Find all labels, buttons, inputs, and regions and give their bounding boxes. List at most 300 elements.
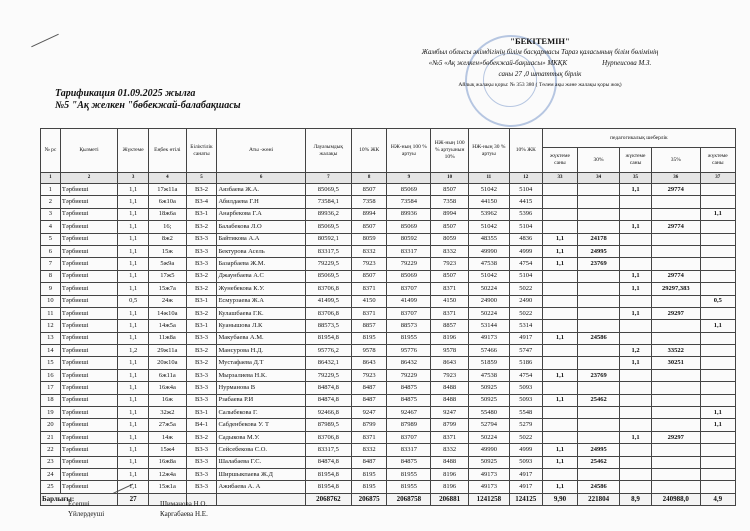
cell-bonus-10pct-b: 5022: [509, 431, 542, 443]
column-number: 12: [509, 173, 542, 184]
cell-experience: 14ж5а: [149, 320, 187, 332]
cell-pct35: 29297,383: [652, 283, 701, 295]
cell-nzh100: 84875: [387, 456, 431, 468]
cell-load-count-3: [700, 444, 735, 456]
cell-full-name: Базарбаева Ж.М.: [217, 258, 305, 270]
cell-bonus-10pct: 8487: [352, 456, 387, 468]
tariff-table: [40, 128, 736, 506]
cell-full-name: Байтикова А.А: [217, 233, 305, 245]
cell-base-salary: 86432,1: [305, 357, 351, 369]
cell-bonus-10pct-b: 5093: [509, 456, 542, 468]
cell-bonus-10pct-b: 4917: [509, 468, 542, 480]
cell-load-count: 1,1: [542, 481, 577, 493]
cell-load-count-3: [700, 258, 735, 270]
cell-full-name: Кулашбаева Г.К.: [217, 307, 305, 319]
table-row: [41, 233, 736, 245]
cell-h30: 51042: [468, 270, 509, 282]
cell-h30: 51042: [468, 184, 509, 196]
cell-load: 1,1: [118, 431, 149, 443]
cell-bonus-10pct: 9578: [352, 345, 387, 357]
cell-base-salary: 80592,1: [305, 233, 351, 245]
cell-bonus-10pct-b: 5186: [509, 357, 542, 369]
institution-line: «№5 «Ақ желкен»бөбекжай-бақшасы» МКҚК Нурпеисова М.З.: [428, 59, 652, 67]
cell-category: В3-1: [186, 407, 217, 419]
cell-base-salary: 88573,5: [305, 320, 351, 332]
cell-load-count-2: [620, 394, 652, 406]
cell-bonus-10pct: 8487: [352, 382, 387, 394]
cell-nzh100: 41499: [387, 295, 431, 307]
cell-position: Тәрбиеші: [60, 208, 117, 220]
cell-h30: 51042: [468, 221, 509, 233]
cell-base-salary: 83317,5: [305, 245, 351, 257]
cell-load-count-2: 1,2: [620, 345, 652, 357]
cell-load-count-3: [700, 345, 735, 357]
cell-load-count: [542, 196, 577, 208]
cell-load-count-2: 1,1: [620, 270, 652, 282]
director-name: Нурпеисова М.З.: [602, 59, 652, 67]
cell-load-count-2: [620, 456, 652, 468]
cell-category: В3-3: [186, 394, 217, 406]
cell-h100-10: 8371: [431, 431, 469, 443]
cell-full-name: Салыбекова Г.: [217, 407, 305, 419]
cell-full-name: Нурманова В: [217, 382, 305, 394]
cell-load: 1,1: [118, 468, 149, 480]
cell-nzh100: 83707: [387, 283, 431, 295]
cell-base-salary: 89936,2: [305, 208, 351, 220]
cell-pct35: [652, 233, 701, 245]
total-35pct: 240988,0: [652, 493, 701, 505]
column-number-row: [41, 173, 736, 184]
cell-load: 1,1: [118, 332, 149, 344]
cell-position: Тәрбиеші: [60, 456, 117, 468]
cell-pct30: [578, 468, 620, 480]
cell-row-num: 20: [41, 419, 61, 431]
cell-experience: 29ж11а: [149, 345, 187, 357]
cell-pct30: [578, 283, 620, 295]
cell-pct35: [652, 258, 701, 270]
cell-h100-10: 7358: [431, 196, 469, 208]
cell-pct35: 30251: [652, 357, 701, 369]
cell-position: Тәрбиеші: [60, 468, 117, 480]
cell-nzh100: 83317: [387, 245, 431, 257]
cell-load: 1,1: [118, 221, 149, 233]
cell-load-count: 1,1: [542, 233, 577, 245]
cell-load: 1,1: [118, 419, 149, 431]
cell-row-num: 4: [41, 221, 61, 233]
cell-pct35: [652, 481, 701, 493]
cell-bonus-10pct: 8487: [352, 394, 387, 406]
cell-bonus-10pct: 8799: [352, 419, 387, 431]
cell-h100-10: 8488: [431, 394, 469, 406]
cell-load: 1,1: [118, 307, 149, 319]
cell-bonus-10pct-b: 5022: [509, 283, 542, 295]
cell-row-num: 23: [41, 456, 61, 468]
cell-full-name: Макубаева А.М.: [217, 332, 305, 344]
cell-position: Тәрбиеші: [60, 196, 117, 208]
cell-load: 1,2: [118, 345, 149, 357]
cell-nzh100: 80592: [387, 233, 431, 245]
cell-pct30: [578, 345, 620, 357]
cell-bonus-10pct: 8994: [352, 208, 387, 220]
cell-pct35: [652, 295, 701, 307]
column-number: 11: [468, 173, 509, 184]
cell-h30: 57466: [468, 345, 509, 357]
table-row: [41, 221, 736, 233]
cell-pct35: [652, 394, 701, 406]
cell-bonus-10pct-b: 5093: [509, 394, 542, 406]
col-position: Қызметі: [60, 129, 117, 173]
cell-load-count-3: [700, 283, 735, 295]
col-num: № рс: [41, 129, 61, 173]
cell-experience: 16;: [149, 221, 187, 233]
column-number: 2: [60, 173, 117, 184]
signature-stroke: [31, 34, 59, 48]
cell-experience: 5ж9а: [149, 258, 187, 270]
cell-base-salary: 85069,5: [305, 184, 351, 196]
cell-load-count: [542, 419, 577, 431]
approve-label: "БЕКІТЕМІН": [510, 36, 570, 46]
cell-experience: 15ж4: [149, 444, 187, 456]
cell-bonus-10pct: 8507: [352, 270, 387, 282]
cell-load: 1,1: [118, 407, 149, 419]
total-10pct-b: 124125: [509, 493, 542, 505]
cell-pct35: [652, 320, 701, 332]
cell-full-name: Балабекова Л.О: [217, 221, 305, 233]
cell-experience: 16ж4а: [149, 382, 187, 394]
cell-load-count-2: [620, 481, 652, 493]
cell-position: Тәрбиеші: [60, 332, 117, 344]
cell-category: В3-2: [186, 431, 217, 443]
cell-full-name: Мустафаева Д.Т: [217, 357, 305, 369]
cell-load-count-3: [700, 307, 735, 319]
col-h30: НЖ-ның 30 % артуы: [468, 129, 509, 173]
coordinator-name: Каргабаева Н.Е.: [160, 510, 208, 518]
cell-full-name: Аязбаева Ж.А.: [217, 184, 305, 196]
cell-pct30: [578, 431, 620, 443]
table-row: [41, 382, 736, 394]
cell-load-count: 1,1: [542, 394, 577, 406]
cell-load-count-2: [620, 419, 652, 431]
cell-bonus-10pct-b: 5104: [509, 184, 542, 196]
cell-bonus-10pct-b: 5396: [509, 208, 542, 220]
cell-bonus-10pct: 7923: [352, 369, 387, 381]
cell-full-name: Ажибаева А. А: [217, 481, 305, 493]
cell-pct35: [652, 245, 701, 257]
department-line: Жамбыл облысы әкімдігінің білім басқармасы Тараз қаласының білім бөлімінің: [421, 48, 659, 56]
cell-row-num: 5: [41, 233, 61, 245]
cell-bonus-10pct: 8371: [352, 283, 387, 295]
cell-load-count-2: [620, 369, 652, 381]
cell-h30: 50224: [468, 283, 509, 295]
cell-experience: 6ж11а: [149, 369, 187, 381]
cell-category: В3-3: [186, 332, 217, 344]
cell-pct30: [578, 196, 620, 208]
cell-load-count-3: [700, 357, 735, 369]
cell-h30: 49990: [468, 245, 509, 257]
cell-load-count-3: 0,5: [700, 295, 735, 307]
col-load-count: жүктеме саны: [542, 148, 577, 173]
cell-experience: 15ж: [149, 245, 187, 257]
cell-position: Тәрбиеші: [60, 444, 117, 456]
cell-pct35: [652, 196, 701, 208]
col-nzh100: НЖ-ның 100 % артуы: [387, 129, 431, 173]
table-row: [41, 307, 736, 319]
cell-row-num: 21: [41, 431, 61, 443]
cell-pct30: [578, 320, 620, 332]
table-row: [41, 295, 736, 307]
cell-load-count-2: [620, 320, 652, 332]
cell-position: Тәрбиеші: [60, 258, 117, 270]
cell-nzh100: 95776: [387, 345, 431, 357]
cell-pct30: [578, 295, 620, 307]
cell-base-salary: 84874,8: [305, 382, 351, 394]
cell-load-count-3: 1,1: [700, 419, 735, 431]
cell-experience: 14ж10а: [149, 307, 187, 319]
cell-h30: 24900: [468, 295, 509, 307]
cell-full-name: Рзабаева Р.И: [217, 394, 305, 406]
column-number: 37: [700, 173, 735, 184]
cell-full-name: Ширшыкпаева Ж.Д: [217, 468, 305, 480]
cell-h30: 49990: [468, 444, 509, 456]
cell-nzh100: 86432: [387, 357, 431, 369]
cell-position: Тәрбиеші: [60, 431, 117, 443]
cell-load-count: 1,1: [542, 332, 577, 344]
table-row: [41, 444, 736, 456]
cell-pct35: [652, 419, 701, 431]
cell-full-name: Бектурова Асель: [217, 245, 305, 257]
cell-position: Тәрбиеші: [60, 307, 117, 319]
cell-load-count: [542, 208, 577, 220]
cell-h100-10: 8643: [431, 357, 469, 369]
cell-h100-10: 7923: [431, 258, 469, 270]
cell-nzh100: 92467: [387, 407, 431, 419]
table-row: [41, 357, 736, 369]
cell-full-name: Джаунбаева А.С: [217, 270, 305, 282]
cell-full-name: Абилдаева Г.Н: [217, 196, 305, 208]
cell-experience: 24ж: [149, 295, 187, 307]
cell-load-count-2: [620, 468, 652, 480]
cell-load-count: [542, 431, 577, 443]
cell-load-count-3: [700, 394, 735, 406]
cell-category: В3-3: [186, 382, 217, 394]
cell-load-count-2: [620, 196, 652, 208]
cell-bonus-10pct: 9247: [352, 407, 387, 419]
cell-pct35: [652, 407, 701, 419]
cell-bonus-10pct-b: 5104: [509, 221, 542, 233]
table-row: [41, 270, 736, 282]
table-row: [41, 245, 736, 257]
cell-experience: 27ж5а: [149, 419, 187, 431]
cell-h30: 47538: [468, 258, 509, 270]
cell-h100-10: 8332: [431, 444, 469, 456]
cell-base-salary: 79229,5: [305, 369, 351, 381]
cell-nzh100: 85069: [387, 270, 431, 282]
cell-pct35: [652, 444, 701, 456]
cell-pct30: [578, 407, 620, 419]
cell-row-num: 1: [41, 184, 61, 196]
cell-pct30: [578, 357, 620, 369]
cell-base-salary: 73584,1: [305, 196, 351, 208]
cell-pct35: [652, 382, 701, 394]
cell-load-count: [542, 221, 577, 233]
table-row: [41, 407, 736, 419]
cell-load-count-3: [700, 245, 735, 257]
cell-pct30: [578, 419, 620, 431]
cell-load-count: 1,1: [542, 245, 577, 257]
cell-pct35: [652, 456, 701, 468]
cell-category: В3-2: [186, 307, 217, 319]
col-10pct-b: 10% ЖК: [509, 129, 542, 173]
column-number: 34: [578, 173, 620, 184]
cell-pct35: [652, 369, 701, 381]
cell-pct30: 25462: [578, 456, 620, 468]
cell-load-count-2: [620, 382, 652, 394]
total-30pct: 221804: [578, 493, 620, 505]
cell-bonus-10pct-b: 4754: [509, 369, 542, 381]
cell-category: В3-2: [186, 345, 217, 357]
cell-h100-10: 8507: [431, 221, 469, 233]
cell-category: В3-2: [186, 184, 217, 196]
cell-load-count: [542, 270, 577, 282]
cell-row-num: 3: [41, 208, 61, 220]
total-10pct: 206875: [352, 493, 387, 505]
col-experience: Еңбек өтілі: [149, 129, 187, 173]
cell-category: В3-2: [186, 270, 217, 282]
total-base: 2068762: [305, 493, 351, 505]
cell-bonus-10pct-b: 5104: [509, 270, 542, 282]
cell-bonus-10pct-b: 5747: [509, 345, 542, 357]
total-count: 27: [118, 493, 149, 505]
cell-h30: 53144: [468, 320, 509, 332]
cell-h100-10: 8196: [431, 332, 469, 344]
cell-h30: 44150: [468, 196, 509, 208]
cell-load: 1,1: [118, 233, 149, 245]
cell-load: 1,1: [118, 245, 149, 257]
cell-nzh100: 81955: [387, 468, 431, 480]
cell-row-num: 22: [41, 444, 61, 456]
total-label: Барлығы:: [41, 493, 118, 505]
cell-h30: 50224: [468, 307, 509, 319]
cell-load-count-3: 1,1: [700, 208, 735, 220]
cell-nzh100: 87989: [387, 419, 431, 431]
cell-bonus-10pct-b: 4917: [509, 481, 542, 493]
cell-pct35: 29297: [652, 431, 701, 443]
cell-load-count: [542, 468, 577, 480]
cell-position: Тәрбиеші: [60, 419, 117, 431]
cell-bonus-10pct-b: 5093: [509, 382, 542, 394]
cell-load-count-3: [700, 382, 735, 394]
cell-bonus-10pct-b: 4999: [509, 245, 542, 257]
cell-full-name: Сабденбекова У. Т: [217, 419, 305, 431]
cell-experience: 17ж5: [149, 270, 187, 282]
cell-category: В3-2: [186, 221, 217, 233]
cell-pct35: [652, 208, 701, 220]
cell-h100-10: 8371: [431, 283, 469, 295]
cell-category: В3-3: [186, 444, 217, 456]
cell-category: В3-3: [186, 369, 217, 381]
approval-block: [330, 36, 750, 91]
cell-position: Тәрбиеші: [60, 394, 117, 406]
cell-h30: 50925: [468, 382, 509, 394]
cell-load-count: [542, 345, 577, 357]
cell-pct30: 25462: [578, 394, 620, 406]
cell-bonus-10pct: 7358: [352, 196, 387, 208]
cell-position: Тәрбиеші: [60, 382, 117, 394]
cell-load-count: [542, 184, 577, 196]
cell-bonus-10pct-b: 5548: [509, 407, 542, 419]
cell-pct30: 24586: [578, 481, 620, 493]
cell-pct35: 29297: [652, 307, 701, 319]
cell-h30: 49173: [468, 332, 509, 344]
column-number: 6: [217, 173, 305, 184]
cell-pct30: 24995: [578, 245, 620, 257]
column-number: 9: [387, 173, 431, 184]
cell-load-count-3: 1,1: [700, 407, 735, 419]
accountant-name: Шиманова Н.О.: [160, 500, 208, 508]
cell-load: 1,1: [118, 270, 149, 282]
cell-h30: 47538: [468, 369, 509, 381]
cell-pct35: 29774: [652, 221, 701, 233]
column-number: 33: [542, 173, 577, 184]
cell-nzh100: 85069: [387, 221, 431, 233]
cell-experience: 6ж10а: [149, 196, 187, 208]
cell-category: В4-1: [186, 419, 217, 431]
cell-base-salary: 83706,8: [305, 283, 351, 295]
cell-pct30: 23769: [578, 258, 620, 270]
cell-experience: 17ж11а: [149, 184, 187, 196]
cell-load-count-3: [700, 456, 735, 468]
table-row: [41, 431, 736, 443]
cell-load-count-2: [620, 233, 652, 245]
cell-nzh100: 85069: [387, 184, 431, 196]
cell-h30: 49173: [468, 481, 509, 493]
cell-nzh100: 83317: [387, 444, 431, 456]
cell-h100-10: 8857: [431, 320, 469, 332]
cell-h30: 50224: [468, 431, 509, 443]
cell-load-count: 1,1: [542, 456, 577, 468]
cell-category: В3-3: [186, 481, 217, 493]
cell-load: 1,1: [118, 320, 149, 332]
cell-h100-10: 8371: [431, 307, 469, 319]
column-number: 7: [305, 173, 351, 184]
cell-load-count: [542, 357, 577, 369]
cell-position: Тәрбиеші: [60, 320, 117, 332]
cell-bonus-10pct-b: 2490: [509, 295, 542, 307]
cell-h100-10: 8507: [431, 184, 469, 196]
cell-base-salary: 95776,2: [305, 345, 351, 357]
cell-experience: 8ж2: [149, 233, 187, 245]
cell-load-count-3: [700, 369, 735, 381]
col-fio: Аты -жөні: [217, 129, 305, 173]
cell-bonus-10pct-b: 4754: [509, 258, 542, 270]
cell-h100-10: 8507: [431, 270, 469, 282]
cell-full-name: Мансурова Н.Д.: [217, 345, 305, 357]
cell-category: В3-3: [186, 258, 217, 270]
table-row: [41, 208, 736, 220]
cell-row-num: 2: [41, 196, 61, 208]
document-title: [55, 88, 241, 112]
cell-position: Тәрбиеші: [60, 270, 117, 282]
coordinator-row: [68, 509, 208, 519]
col-ped-mastery: педагогикалық шеберлік: [542, 129, 735, 148]
cell-nzh100: 79229: [387, 258, 431, 270]
total-nzh100: 2068758: [387, 493, 431, 505]
cell-pct35: [652, 332, 701, 344]
col-load-count-3: жүктеме саны: [700, 148, 735, 173]
cell-full-name: Жунебекова К.У.: [217, 283, 305, 295]
cell-nzh100: 84875: [387, 394, 431, 406]
cell-load-count: [542, 407, 577, 419]
